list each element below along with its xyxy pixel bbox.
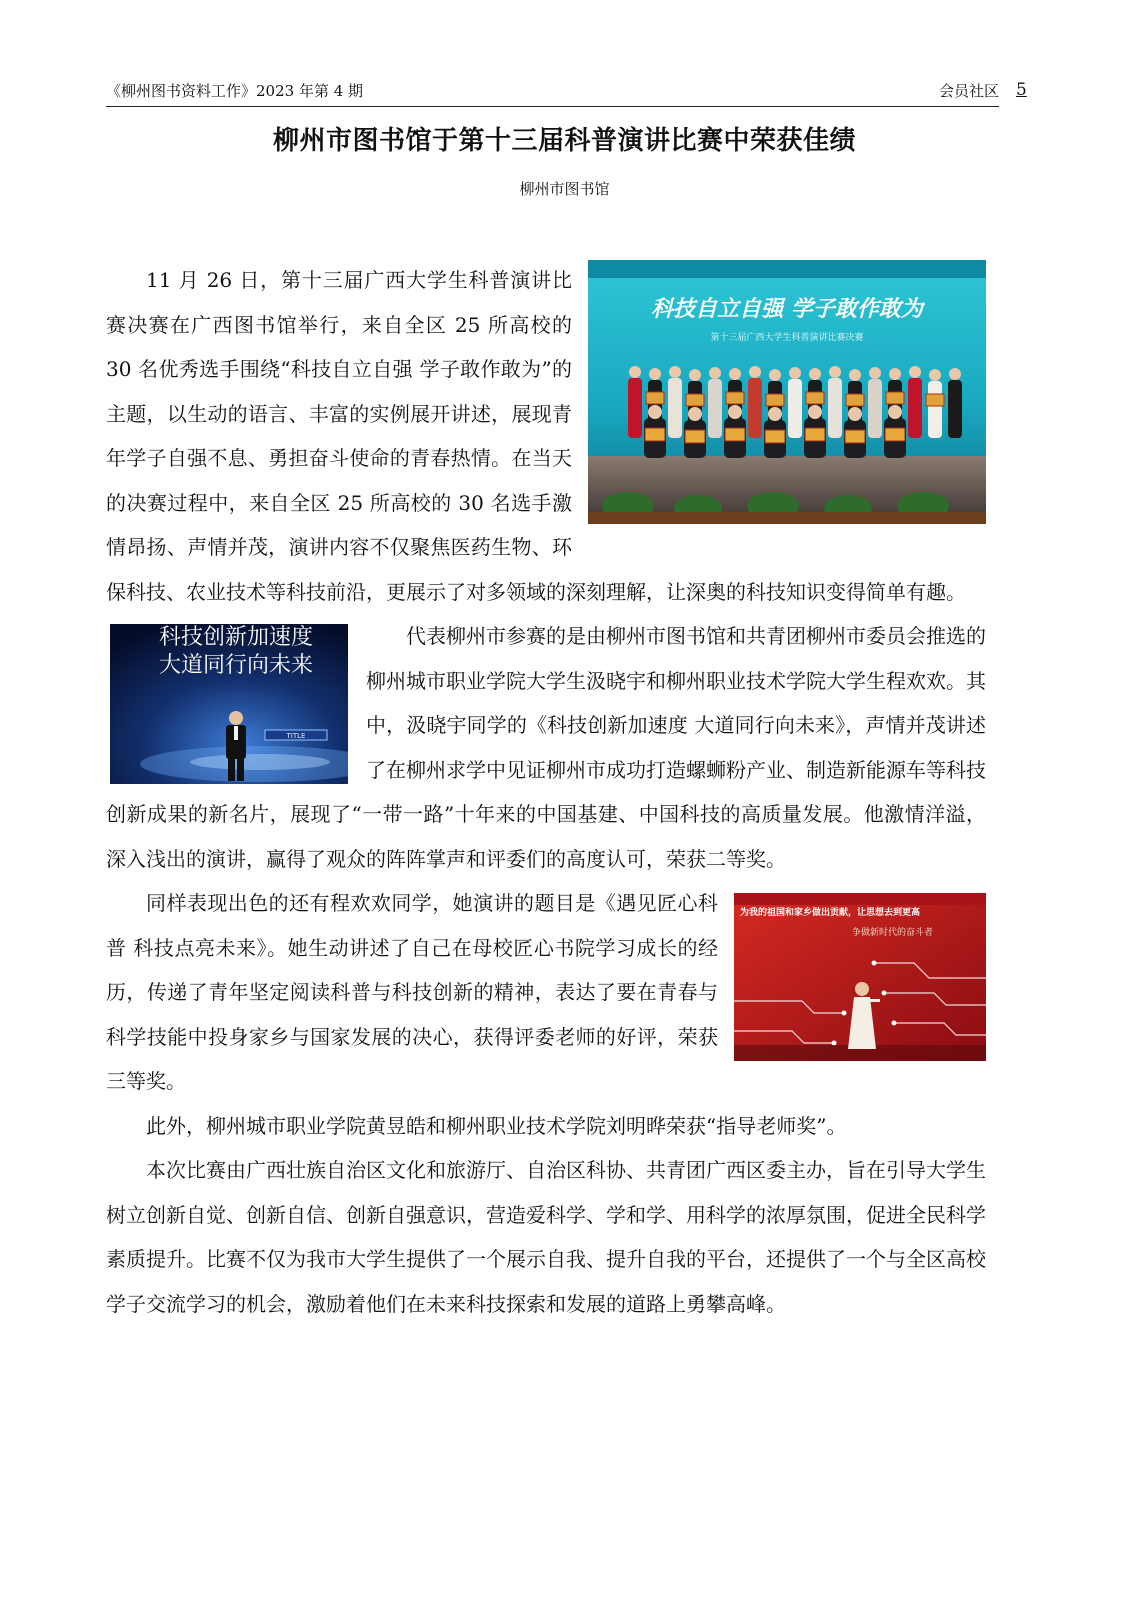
speaker-2-photo <box>734 893 986 1061</box>
group-photo <box>588 260 986 524</box>
screen-line-2: 争做新时代的奋斗者 <box>852 928 934 938</box>
slide-line-1: 科技创新加速度 <box>158 625 314 650</box>
paragraph-5: 本次比赛由广西壮族自治区文化和旅游厅、自治区科协、共青团广西区委主办，旨在引导大学生树立创新自觉、创新自信、创新自强意识，营造爱科学、学和学、用科学的浓厚氛围，促进全民科学素质提升。比赛不仅为我市大学生提供了一个展示自我、提升自我的平台，还提供了一个与全区高校学子交流学习的机会，激励着他们在未来科技探索和发展的道路上勇攀高峰。 <box>106 1158 986 1316</box>
speaker-1-photo <box>110 624 348 784</box>
article-body <box>106 258 986 1326</box>
article-title: 柳州市图书馆于第十三届科普演讲比赛中荣获佳绩 <box>272 126 856 156</box>
paragraph-1: 11 月 26 日，第十三届广西大学生科普演讲比赛决赛在广西图书馆举行，来自全区 25 所高校的 30 名优秀选手围绕“科技自立自强 学子敢作敢为”的主题，以生动的语言、丰富的实例展开讲述，展现青年学子自强不息、勇担奋斗使命的青春热情。在当天的决赛过程中，来自全区 25 所高校的 30 名选手激情昂扬、声情并茂，演讲内容不仅聚焦医药生物、环保科技、农业技术等科技前沿，更展示了对多领域的深刻理解，让深奥的科技知识变得简单有趣。 <box>106 268 966 604</box>
journal-issue: 《柳州图书资料工作》2023 年第 4 期 <box>106 82 364 100</box>
article-author: 柳州市图书馆 <box>519 180 610 198</box>
running-header <box>106 80 999 107</box>
paragraph-2: 代表柳州市参赛的是由柳州市图书馆和共青团柳州市委员会推选的柳州城市职业学院大学生汲晓宇和柳州职业技术学院大学生程欢欢。其中，汲晓宇同学的《科技创新加速度 大道同行向未来》，声情并茂讲述了在柳州求学中见证柳州市成功打造螺蛳粉产业、制造新能源车等科技创新成果的新名片，展现了“一带一路”十年来的中国基建、中国科技的高质量发展。他激情洋溢，深入浅出的演讲，赢得了观众的阵阵掌声和评委们的高度认可，荣获二等奖。 <box>106 624 986 871</box>
slide-line-2: 大道同行向未来 <box>158 653 314 678</box>
banner-line-1: 科技自立自强 学子敢作敢为 <box>651 297 923 322</box>
banner-line-2: 第十三届广西大学生科普演讲比赛决赛 <box>710 333 864 343</box>
section-name: 会员社区 <box>938 82 999 100</box>
paragraph-4: 此外，柳州城市职业学院黄昱皓和柳州职业技术学院刘明晔荣获“指导老师奖”。 <box>146 1113 847 1138</box>
screen-line-1: 为我的祖国和家乡做出贡献，让思想去到更高 <box>740 908 921 918</box>
paragraph-3: 同样表现出色的还有程欢欢同学，她演讲的题目是《遇见匠心科普 科技点亮未来》。她生动讲述了自己在母校匠心书院学习成长的经历，传递了青年坚定阅读科普与科技创新的精神，表达了要在青春与科学技能中投身家乡与国家发展的决心，获得评委老师的好评，荣获三等奖。 <box>106 891 718 1093</box>
podium-label: TITLE <box>286 732 306 740</box>
page-number: 5 <box>1016 80 1027 100</box>
